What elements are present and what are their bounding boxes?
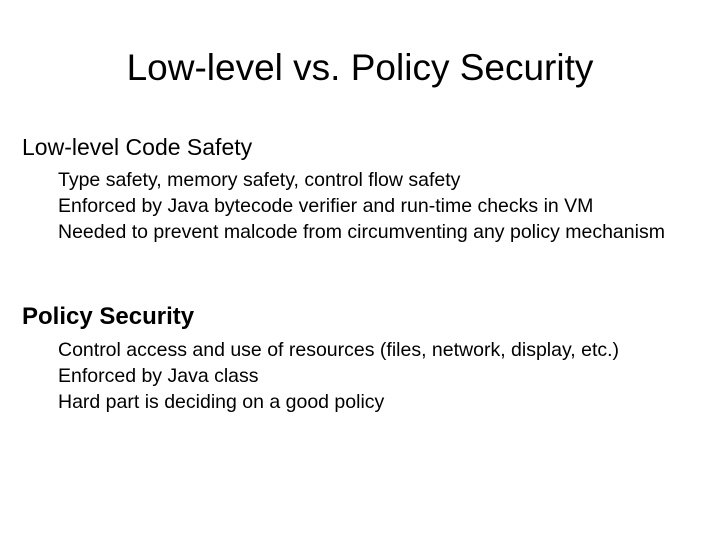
section-low-level-code-safety [0,129,720,245]
bullet-item: Enforced by Java bytecode verifier and run-time checks in VM [58,195,594,217]
section-heading: Policy Security [22,303,195,330]
slide-title: Low-level vs. Policy Security [126,47,594,88]
bullet-item: Hard part is deciding on a good policy [58,391,385,413]
section-heading: Low-level Code Safety [22,134,253,160]
bullet-list [0,337,720,415]
section-policy-security [0,299,720,415]
bullet-item: Needed to prevent malcode from circumventing any policy mechanism [58,221,665,243]
bullet-item: Enforced by Java class [58,365,259,387]
bullet-list [0,167,720,245]
bullet-item: Type safety, memory safety, control flow safety [58,169,461,191]
bullet-item: Control access and use of resources (files, network, display, etc.) [58,339,620,361]
